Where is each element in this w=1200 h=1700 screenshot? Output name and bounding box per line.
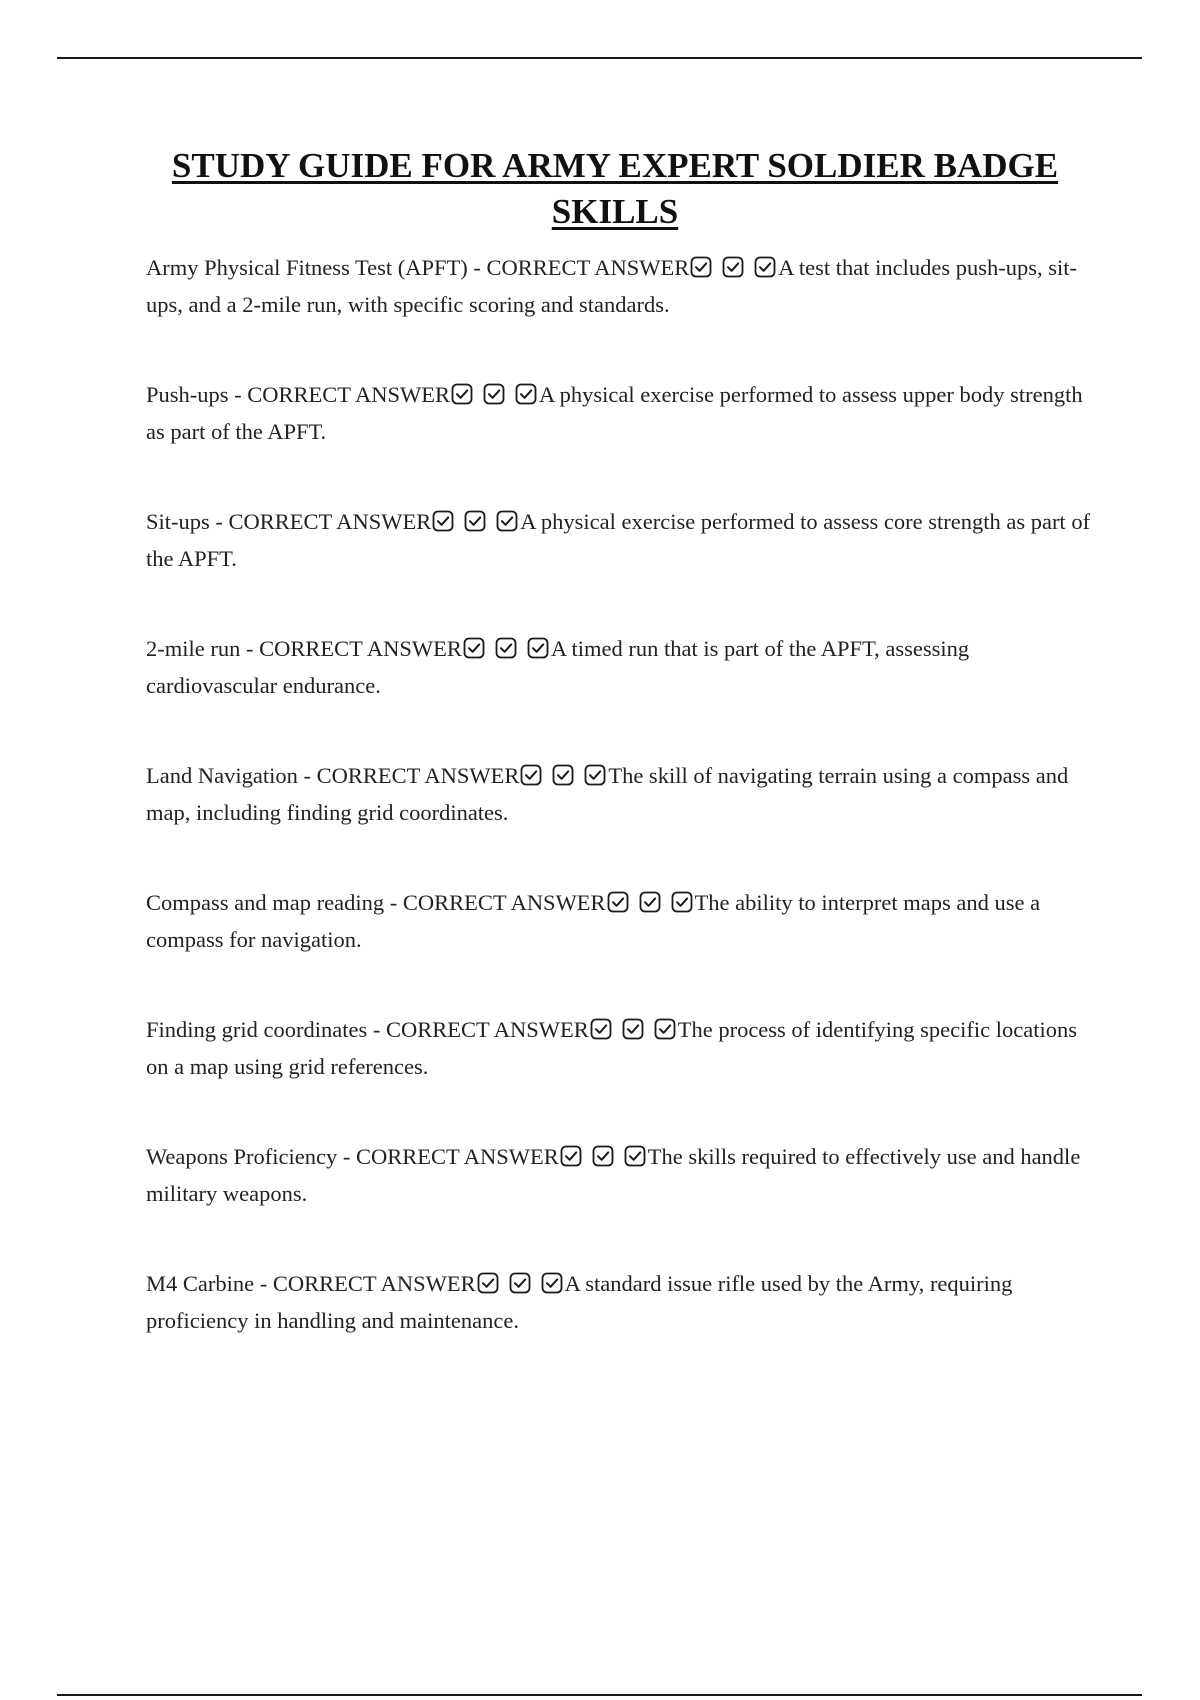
checkbox-check-icon [624, 1145, 646, 1167]
entry-term: M4 Carbine [146, 1271, 255, 1296]
checkbox-check-icon [671, 891, 693, 913]
checkbox-check-icon [622, 1018, 644, 1040]
entry-definition: A timed run that is part of the APFT, assessing cardiovascular endurance. [146, 636, 970, 698]
check-icons-group [432, 510, 519, 543]
checkbox-check-icon [541, 1272, 563, 1294]
checkbox-check-icon [639, 891, 661, 913]
qa-entry [146, 252, 1091, 379]
checkbox-check-icon [432, 510, 454, 532]
correct-answer-label: - CORRECT ANSWER [367, 1017, 589, 1042]
entry-term: Sit-ups [146, 509, 210, 534]
page-title: STUDY GUIDE FOR ARMY EXPERT SOLDIER BADGE SKILLS [171, 146, 1059, 231]
qa-entry [146, 887, 1091, 1014]
check-icons-group [607, 891, 694, 924]
checkbox-check-icon [495, 637, 517, 659]
entry-definition: A physical exercise performed to assess upper body strength as part of the APFT. [146, 382, 1083, 444]
correct-answer-label: - CORRECT ANSWER [228, 382, 451, 407]
qa-entry-text [146, 1141, 1091, 1210]
qa-entry-text [146, 252, 1091, 321]
qa-entry-text [146, 760, 1091, 829]
checkbox-check-icon [463, 637, 485, 659]
checkbox-check-icon [754, 256, 776, 278]
correct-answer-label: - CORRECT ANSWER [467, 255, 690, 280]
checkbox-check-icon [477, 1272, 499, 1294]
checkbox-check-icon [496, 510, 518, 532]
entry-definition: The skill of navigating terrain using a compass and map, including finding grid coordinates. [146, 763, 1069, 825]
entry-term: 2-mile run [146, 636, 241, 661]
checkbox-check-icon [592, 1145, 614, 1167]
checkbox-check-icon [560, 1145, 582, 1167]
checkbox-check-icon [590, 1018, 612, 1040]
check-icons-group [690, 256, 777, 289]
correct-answer-label: - CORRECT ANSWER [254, 1271, 476, 1296]
bottom-rule [57, 1694, 1142, 1696]
entry-term: Finding grid coordinates [146, 1017, 368, 1042]
entry-list [146, 252, 1091, 1395]
checkbox-check-icon [552, 764, 574, 786]
correct-answer-label: - CORRECT ANSWER [337, 1144, 559, 1169]
qa-entry-text [146, 887, 1091, 956]
checkbox-check-icon [520, 764, 542, 786]
top-rule [57, 57, 1142, 59]
entry-term: Army Physical Fitness Test (APFT) [146, 255, 468, 280]
qa-entry [146, 379, 1091, 506]
entry-term: Compass and map reading [146, 890, 385, 915]
entry-definition: A test that includes push-ups, sit-ups, and a 2-mile run, with specific scoring and standards. [146, 255, 1077, 317]
checkbox-check-icon [722, 256, 744, 278]
qa-entry [146, 760, 1091, 887]
check-icons-group [520, 764, 607, 797]
checkbox-check-icon [509, 1272, 531, 1294]
check-icons-group [463, 637, 550, 670]
entry-term: Land Navigation [146, 763, 298, 788]
correct-answer-label: - CORRECT ANSWER [384, 890, 606, 915]
qa-entry [146, 633, 1091, 760]
qa-entry-text [146, 506, 1091, 575]
qa-entry [146, 1014, 1091, 1141]
checkbox-check-icon [607, 891, 629, 913]
entry-definition: The process of identifying specific locations on a map using grid references. [146, 1017, 1077, 1079]
correct-answer-label: - CORRECT ANSWER [209, 509, 432, 534]
correct-answer-label: - CORRECT ANSWER [297, 763, 520, 788]
entry-definition: The skills required to effectively use and handle military weapons. [146, 1144, 1081, 1206]
entry-definition: A physical exercise performed to assess core strength as part of the APFT. [146, 509, 1091, 571]
checkbox-check-icon [690, 256, 712, 278]
checkbox-check-icon [515, 383, 537, 405]
qa-entry [146, 1141, 1091, 1268]
check-icons-group [477, 1272, 564, 1305]
checkbox-check-icon [483, 383, 505, 405]
qa-entry [146, 1268, 1091, 1395]
entry-term: Weapons Proficiency [146, 1144, 338, 1169]
qa-entry-text [146, 379, 1091, 448]
checkbox-check-icon [584, 764, 606, 786]
entry-term: Push-ups [146, 382, 229, 407]
checkbox-check-icon [464, 510, 486, 532]
entry-definition: The ability to interpret maps and use a compass for navigation. [146, 890, 1041, 952]
check-icons-group [451, 383, 538, 416]
checkbox-check-icon [654, 1018, 676, 1040]
check-icons-group [560, 1145, 647, 1178]
correct-answer-label: - CORRECT ANSWER [240, 636, 462, 661]
qa-entry-text [146, 1014, 1091, 1083]
checkbox-check-icon [451, 383, 473, 405]
qa-entry-text [146, 1268, 1091, 1337]
checkbox-check-icon [527, 637, 549, 659]
qa-entry-text [146, 633, 1091, 702]
entry-definition: A standard issue rifle used by the Army, requiring proficiency in handling and maintenance. [146, 1271, 1013, 1333]
check-icons-group [590, 1018, 677, 1051]
qa-entry [146, 506, 1091, 633]
